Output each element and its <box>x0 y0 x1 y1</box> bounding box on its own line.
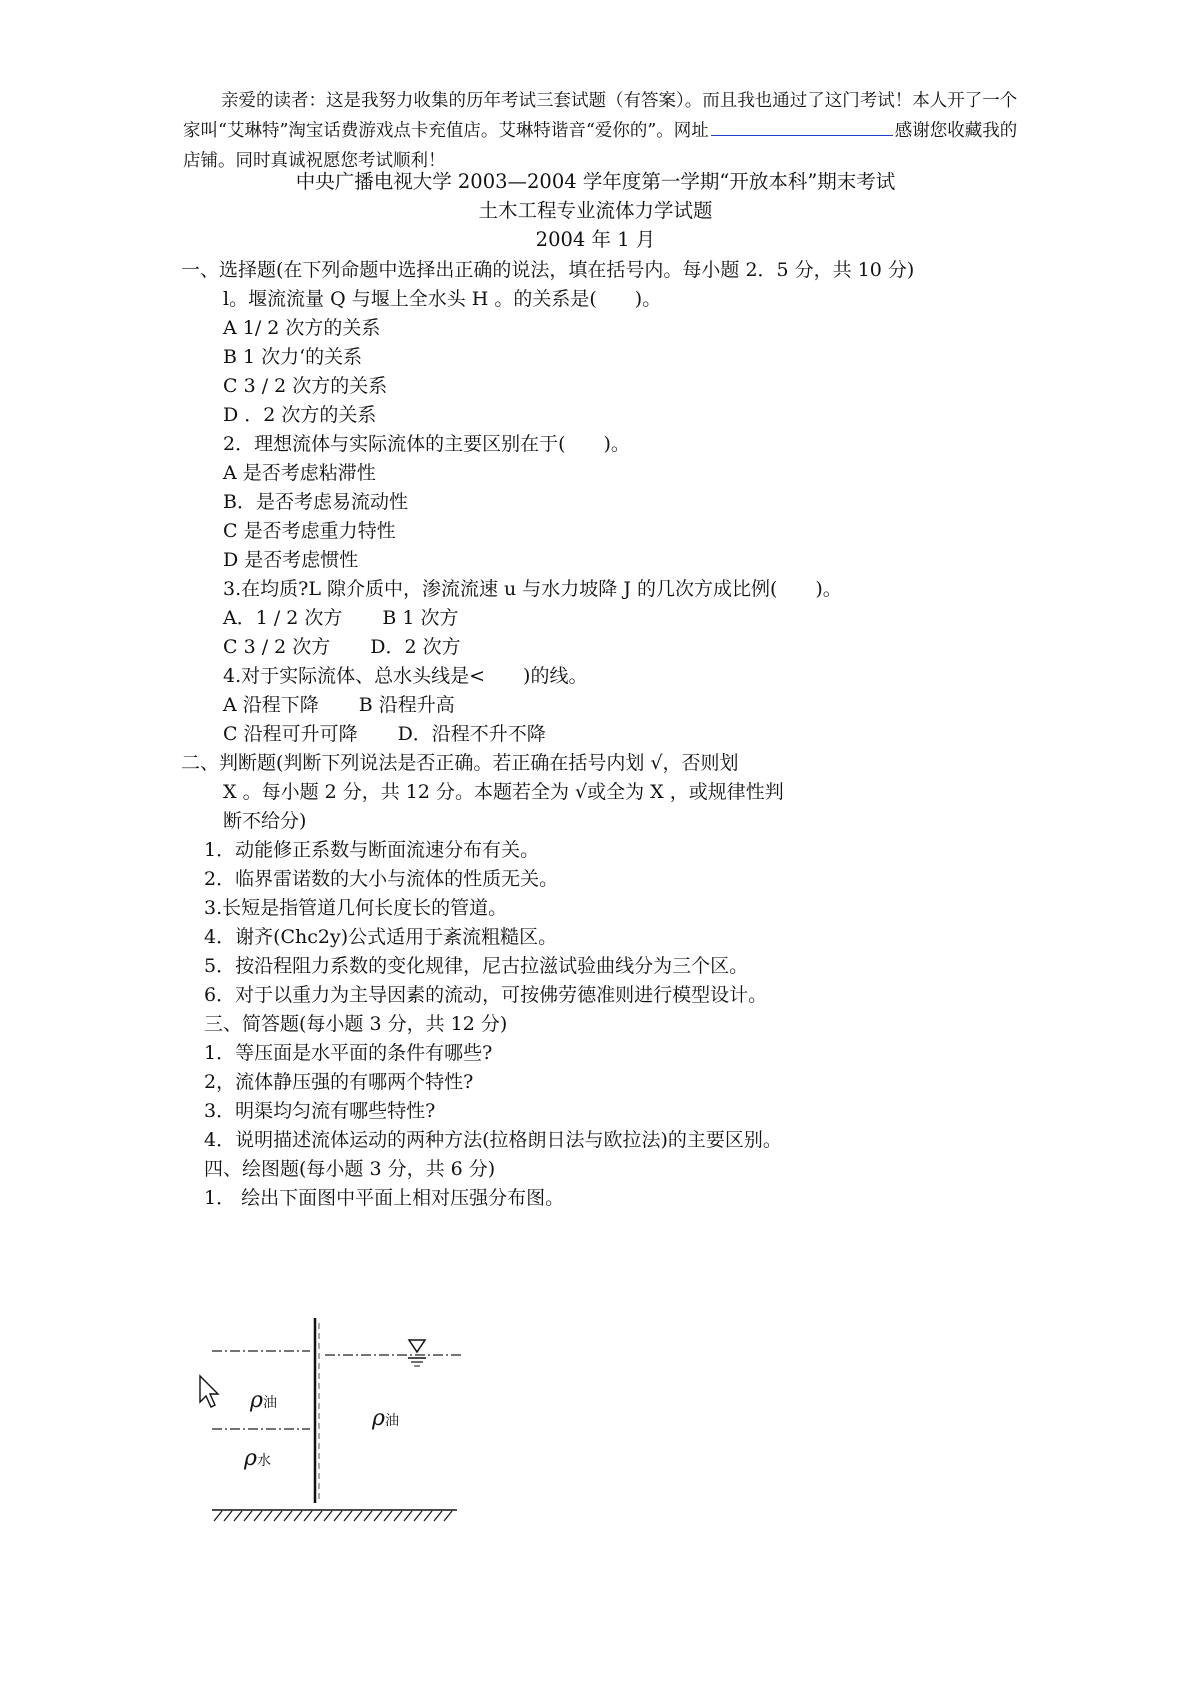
q1-option-b: B 1 次力‘的关系 <box>223 346 363 368</box>
short-answer-2: 2，流体静压强的有哪两个特性? <box>204 1071 474 1093</box>
short-answer-1: 1．等压面是水平面的条件有哪些? <box>204 1042 493 1064</box>
judgement-item-5: 5．按沿程阻力系数的变化规律，尼古拉滋试验曲线分为三个区。 <box>204 955 749 977</box>
intro-text-end: 感谢您收藏我的店铺。同时真诚祝愿您考试顺利！ <box>183 121 1018 171</box>
q3-options-ab <box>223 604 459 632</box>
q4-options-cd <box>223 720 546 748</box>
section4-title: 四、绘图题(每小题 3 分，共 6 分) <box>204 1158 496 1180</box>
section2-title-line2: X 。每小题 2 分，共 12 分。本题若全为 √或全为 X ，或规律性判 <box>223 781 784 803</box>
judgement-item-6: 6．对于以重力为主导因素的流动，可按佛劳德准则进行模型设计。 <box>204 984 768 1006</box>
judgement-item-3: 3.长短是指管道几何长度长的管道。 <box>204 897 508 919</box>
free-surface-symbol <box>408 1340 426 1366</box>
drawing-question-1: 1． 绘出下面图中平面上相对压强分布图。 <box>204 1187 565 1209</box>
q2-option-a: A 是否考虑粘滞性 <box>223 462 376 484</box>
section1-title: 一、选择题(在下列命题中选择出正确的说法，填在括号内。每小题 2．5 分，共 10 分) <box>181 259 915 281</box>
pressure-diagram-svg <box>212 1318 504 1546</box>
section3-title: 三、简答题(每小题 3 分，共 12 分) <box>204 1013 508 1035</box>
section2-title-line1: 二、判断题(判断下列说法是否正确。若正确在括号内划 √，否则划 <box>181 752 739 774</box>
q1-option-a: A 1/ 2 次方的关系 <box>223 317 381 339</box>
q3-option-b: B 1 次方 <box>382 607 459 629</box>
q4-option-c: C 沿程可升可降 <box>223 723 358 745</box>
shop-link-blank[interactable] <box>711 121 893 136</box>
exam-subtitle: 土木工程专业流体力学试题 <box>478 199 713 222</box>
q4-option-b: B 沿程升高 <box>358 694 455 716</box>
question-4: 4.对于实际流体、总水头线是< )的线。 <box>223 665 588 687</box>
judgement-item-4: 4．谢齐(Chc2y)公式适用于紊流粗糙区。 <box>204 926 558 948</box>
ground-hatching <box>214 1511 452 1521</box>
question-2: 2．理想流体与实际流体的主要区别在于( )。 <box>223 433 630 455</box>
q3-option-d: D．2 次方 <box>370 636 461 658</box>
short-answer-4: 4．说明描述流体运动的两种方法(拉格朗日法与欧拉法)的主要区别。 <box>204 1129 782 1151</box>
q1-option-c: C 3 / 2 次方的关系 <box>223 375 388 397</box>
intro-paragraph <box>183 86 1023 176</box>
question-3: 3.在均质?L 隙介质中，渗流流速 u 与水力坡降 J 的几次方成比例( )。 <box>223 578 842 600</box>
q4-option-a: A 沿程下降 <box>223 694 319 716</box>
judgement-item-2: 2．临界雷诺数的大小与流体的性质无关。 <box>204 868 559 890</box>
q2-option-d: D 是否考虑惯性 <box>223 549 359 571</box>
q3-options-cd <box>223 633 461 661</box>
q4-option-d: D．沿程不升不降 <box>397 723 546 745</box>
mouse-pointer-icon <box>200 1376 218 1407</box>
q2-option-c: C 是否考虑重力特性 <box>223 520 396 542</box>
question-1: l。堰流流量 Q 与堰上全水头 H 。的关系是( )。 <box>223 288 662 310</box>
left-oil-density-label: ρ油 <box>250 1388 277 1413</box>
right-oil-density-label: ρ油 <box>372 1406 399 1431</box>
q2-option-b: B．是否考虑易流动性 <box>223 491 408 513</box>
exam-title: 中央广播电视大学 2003—2004 学年度第一学期“开放本科”期末考试 <box>295 170 896 193</box>
exam-date: 2004 年 1 月 <box>535 228 656 251</box>
q1-option-d: D ．2 次方的关系 <box>223 404 377 426</box>
q4-options-ab <box>223 691 455 719</box>
q3-option-c: C 3 / 2 次方 <box>223 636 331 658</box>
intro-text: 亲爱的读者：这是我努力收集的历年考试三套试题（有答案）。而且我也通过了这门考试！本人开了一个家叫“艾琳特”淘宝话费游戏点卡充值店。艾琳特谐音“爱你的”。网址 <box>183 91 1018 141</box>
left-water-density-label: ρ水 <box>244 1446 271 1471</box>
short-answer-3: 3．明渠均匀流有哪些特性? <box>204 1100 436 1122</box>
judgement-item-1: 1．动能修正系数与断面流速分布有关。 <box>204 839 540 861</box>
section2-title-line3: 断不给分) <box>223 810 307 832</box>
pressure-diagram-figure <box>212 1318 504 1546</box>
q3-option-a: A．1 / 2 次方 <box>223 607 343 629</box>
